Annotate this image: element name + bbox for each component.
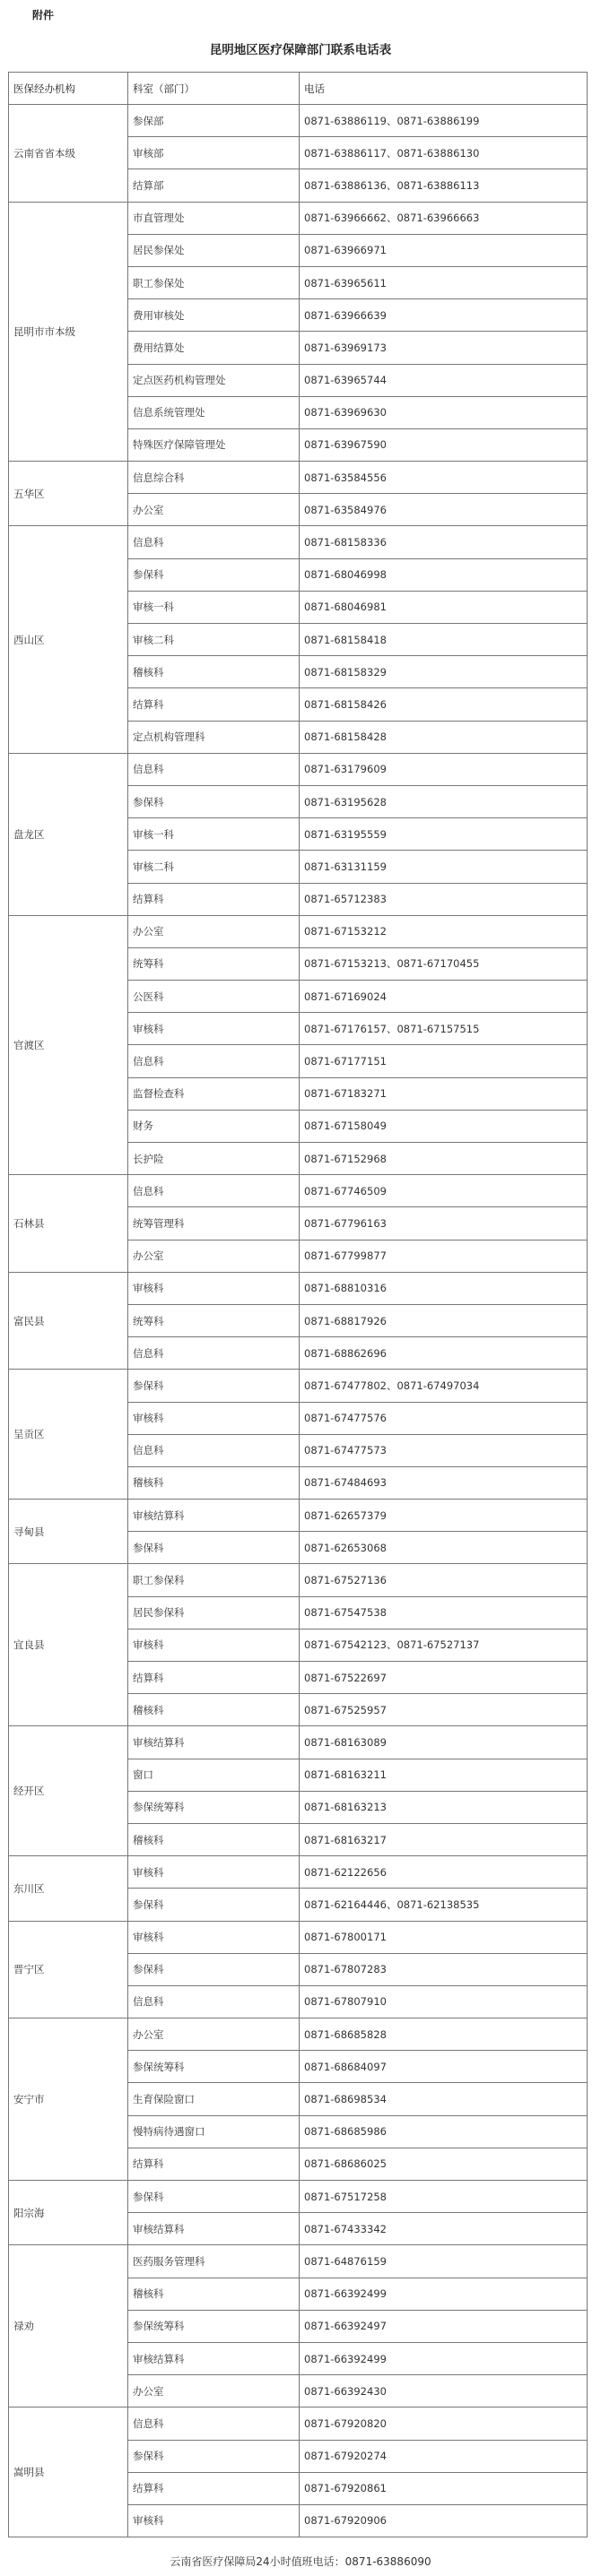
table-row xyxy=(9,105,588,137)
agency-cell: 宜良县 xyxy=(9,1564,128,1726)
phone-cell: 0871-67920861 xyxy=(300,2472,588,2504)
agency-cell: 富民县 xyxy=(9,1272,128,1370)
agency-cell: 嵩明县 xyxy=(9,2407,128,2537)
phone-cell: 0871-68810316 xyxy=(300,1272,588,1304)
phone-cell: 0871-67920820 xyxy=(300,2407,588,2440)
phone-cell: 0871-62653068 xyxy=(300,1532,588,1564)
table-row xyxy=(9,1564,588,1596)
phone-cell: 0871-67920274 xyxy=(300,2440,588,2472)
department-cell: 参保统筹科 xyxy=(128,2051,300,2083)
table-row xyxy=(9,2245,588,2278)
phone-cell: 0871-68698534 xyxy=(300,2083,588,2115)
phone-cell: 0871-63965611 xyxy=(300,266,588,298)
department-cell: 审核科 xyxy=(128,1856,300,1889)
department-cell: 审核科 xyxy=(128,1629,300,1661)
department-cell: 定点机构管理科 xyxy=(128,721,300,753)
department-cell: 统筹管理科 xyxy=(128,1207,300,1240)
department-cell: 结算部 xyxy=(128,169,300,202)
phone-cell: 0871-68158329 xyxy=(300,656,588,688)
header-department: 科室（部门） xyxy=(128,73,300,105)
phone-cell: 0871-67477573 xyxy=(300,1434,588,1466)
department-cell: 费用结算处 xyxy=(128,332,300,364)
phone-cell: 0871-67152968 xyxy=(300,1143,588,1175)
department-cell: 审核二科 xyxy=(128,851,300,883)
phone-cell: 0871-63179609 xyxy=(300,753,588,785)
phone-cell: 0871-66392430 xyxy=(300,2375,588,2407)
department-cell: 参保科 xyxy=(128,785,300,817)
department-cell: 稽核科 xyxy=(128,1466,300,1499)
table-row xyxy=(9,2407,588,2440)
department-cell: 审核结算科 xyxy=(128,2213,300,2245)
phone-cell: 0871-63969173 xyxy=(300,332,588,364)
table-row xyxy=(9,1370,588,1402)
department-cell: 职工参保科 xyxy=(128,1564,300,1596)
phone-cell: 0871-67525957 xyxy=(300,1694,588,1726)
phone-cell: 0871-68163211 xyxy=(300,1759,588,1791)
agency-cell: 经开区 xyxy=(9,1726,128,1856)
department-cell: 参保科 xyxy=(128,2440,300,2472)
phone-cell: 0871-68862696 xyxy=(300,1337,588,1370)
department-cell: 特殊医疗保障管理处 xyxy=(128,428,300,461)
phone-cell: 0871-68163217 xyxy=(300,1823,588,1855)
department-cell: 参保科 xyxy=(128,1532,300,1564)
table-row xyxy=(9,1921,588,1953)
phone-cell: 0871-68685828 xyxy=(300,2018,588,2051)
agency-cell: 安宁市 xyxy=(9,2018,128,2181)
department-cell: 办公室 xyxy=(128,915,300,947)
department-cell: 职工参保处 xyxy=(128,266,300,298)
table-row xyxy=(9,1272,588,1304)
phone-cell: 0871-68686025 xyxy=(300,2148,588,2180)
phone-cell: 0871-67799877 xyxy=(300,1240,588,1272)
department-cell: 统筹科 xyxy=(128,1304,300,1336)
header-agency: 医保经办机构 xyxy=(9,73,128,105)
department-cell: 审核科 xyxy=(128,1272,300,1304)
phone-cell: 0871-63886117、0871-63886130 xyxy=(300,137,588,169)
table-header xyxy=(9,73,588,105)
department-cell: 审核一科 xyxy=(128,818,300,851)
phone-cell: 0871-68158428 xyxy=(300,721,588,753)
phone-cell: 0871-63965744 xyxy=(300,364,588,396)
phone-cell: 0871-68046981 xyxy=(300,591,588,623)
phone-cell: 0871-68158426 xyxy=(300,688,588,721)
table-row xyxy=(9,753,588,785)
duty-hotline-note: 云南省医疗保障局24小时值班电话：0871-63886090 xyxy=(170,2555,431,2568)
phone-cell: 0871-63966639 xyxy=(300,299,588,332)
phone-cell: 0871-67477576 xyxy=(300,1402,588,1434)
department-cell: 审核科 xyxy=(128,1921,300,1953)
phone-cell: 0871-66392497 xyxy=(300,2310,588,2342)
table-row xyxy=(9,1856,588,1889)
phone-cell: 0871-64876159 xyxy=(300,2245,588,2278)
phone-cell: 0871-67807910 xyxy=(300,1985,588,2018)
department-cell: 参保部 xyxy=(128,105,300,137)
phone-cell: 0871-68685986 xyxy=(300,2115,588,2148)
phone-cell: 0871-67796163 xyxy=(300,1207,588,1240)
department-cell: 参保科 xyxy=(128,558,300,591)
department-cell: 信息科 xyxy=(128,1434,300,1466)
phone-cell: 0871-63584556 xyxy=(300,462,588,494)
agency-cell: 盘龙区 xyxy=(9,753,128,915)
phone-cell: 0871-62164446、0871-62138535 xyxy=(300,1889,588,1921)
department-cell: 办公室 xyxy=(128,2018,300,2051)
table-row xyxy=(9,462,588,494)
table-header-row xyxy=(9,73,588,105)
phone-cell: 0871-67153213、0871-67170455 xyxy=(300,947,588,980)
department-cell: 审核一科 xyxy=(128,591,300,623)
phone-cell: 0871-67746509 xyxy=(300,1175,588,1207)
phone-cell: 0871-65712383 xyxy=(300,883,588,915)
phone-cell: 0871-63195628 xyxy=(300,785,588,817)
contact-table xyxy=(8,72,588,2537)
department-cell: 信息综合科 xyxy=(128,462,300,494)
agency-cell: 东川区 xyxy=(9,1856,128,1921)
table-row xyxy=(9,915,588,947)
phone-cell: 0871-63131159 xyxy=(300,851,588,883)
table-row xyxy=(9,1726,588,1759)
department-cell: 审核科 xyxy=(128,2504,300,2537)
phone-cell: 0871-63886119、0871-63886199 xyxy=(300,105,588,137)
agency-cell: 寻甸县 xyxy=(9,1500,128,1564)
header-phone: 电话 xyxy=(300,73,588,105)
department-cell: 参保科 xyxy=(128,1889,300,1921)
department-cell: 审核科 xyxy=(128,1402,300,1434)
agency-cell: 昆明市市本级 xyxy=(9,202,128,462)
phone-cell: 0871-68158418 xyxy=(300,624,588,656)
agency-cell: 五华区 xyxy=(9,462,128,526)
department-cell: 财务 xyxy=(128,1110,300,1142)
agency-cell: 西山区 xyxy=(9,526,128,753)
department-cell: 窗口 xyxy=(128,1759,300,1791)
agency-cell: 阳宗海 xyxy=(9,2181,128,2245)
department-cell: 审核科 xyxy=(128,1013,300,1045)
department-cell: 市直管理处 xyxy=(128,202,300,234)
phone-cell: 0871-63966662、0871-63966663 xyxy=(300,202,588,234)
phone-cell: 0871-68046998 xyxy=(300,558,588,591)
department-cell: 医药服务管理科 xyxy=(128,2245,300,2278)
department-cell: 结算科 xyxy=(128,883,300,915)
phone-cell: 0871-63886136、0871-63886113 xyxy=(300,169,588,202)
department-cell: 稽核科 xyxy=(128,2278,300,2310)
department-cell: 审核结算科 xyxy=(128,1500,300,1532)
department-cell: 稽核科 xyxy=(128,656,300,688)
phone-cell: 0871-63967590 xyxy=(300,428,588,461)
phone-cell: 0871-62657379 xyxy=(300,1500,588,1532)
table-row xyxy=(9,526,588,558)
department-cell: 审核部 xyxy=(128,137,300,169)
phone-cell: 0871-66392499 xyxy=(300,2342,588,2374)
phone-cell: 0871-67169024 xyxy=(300,981,588,1013)
table-row xyxy=(9,1500,588,1532)
phone-cell: 0871-67522697 xyxy=(300,1662,588,1694)
department-cell: 公医科 xyxy=(128,981,300,1013)
phone-cell: 0871-67477802、0871-67497034 xyxy=(300,1370,588,1402)
department-cell: 信息科 xyxy=(128,1175,300,1207)
phone-cell: 0871-63969630 xyxy=(300,396,588,428)
phone-cell: 0871-63966971 xyxy=(300,234,588,266)
table-row xyxy=(9,202,588,234)
attachment-label: 附件 xyxy=(32,9,55,22)
department-cell: 慢特病待遇窗口 xyxy=(128,2115,300,2148)
department-cell: 居民参保科 xyxy=(128,1596,300,1629)
phone-cell: 0871-67177151 xyxy=(300,1045,588,1077)
table-body xyxy=(9,105,588,2537)
department-cell: 参保科 xyxy=(128,1953,300,1985)
table-row xyxy=(9,1175,588,1207)
agency-cell: 官渡区 xyxy=(9,915,128,1175)
phone-cell: 0871-67807283 xyxy=(300,1953,588,1985)
department-cell: 结算科 xyxy=(128,1662,300,1694)
phone-cell: 0871-68817926 xyxy=(300,1304,588,1336)
department-cell: 费用审核处 xyxy=(128,299,300,332)
department-cell: 监督检查科 xyxy=(128,1077,300,1110)
department-cell: 稽核科 xyxy=(128,1694,300,1726)
phone-cell: 0871-67542123、0871-67527137 xyxy=(300,1629,588,1661)
phone-cell: 0871-67517258 xyxy=(300,2181,588,2213)
phone-cell: 0871-67433342 xyxy=(300,2213,588,2245)
phone-cell: 0871-62122656 xyxy=(300,1856,588,1889)
department-cell: 参保统筹科 xyxy=(128,1791,300,1823)
page-title: 昆明地区医疗保障部门联系电话表 xyxy=(209,43,392,57)
department-cell: 信息科 xyxy=(128,753,300,785)
phone-cell: 0871-68158336 xyxy=(300,526,588,558)
department-cell: 生育保险窗口 xyxy=(128,2083,300,2115)
agency-cell: 云南省省本级 xyxy=(9,105,128,203)
department-cell: 长护险 xyxy=(128,1143,300,1175)
department-cell: 办公室 xyxy=(128,2375,300,2407)
department-cell: 办公室 xyxy=(128,1240,300,1272)
department-cell: 信息科 xyxy=(128,1985,300,2018)
phone-cell: 0871-67183271 xyxy=(300,1077,588,1110)
phone-cell: 0871-67153212 xyxy=(300,915,588,947)
phone-cell: 0871-67547538 xyxy=(300,1596,588,1629)
department-cell: 审核结算科 xyxy=(128,1726,300,1759)
phone-cell: 0871-68163213 xyxy=(300,1791,588,1823)
department-cell: 参保科 xyxy=(128,2181,300,2213)
department-cell: 参保科 xyxy=(128,1370,300,1402)
department-cell: 信息科 xyxy=(128,2407,300,2440)
phone-cell: 0871-63584976 xyxy=(300,494,588,526)
phone-cell: 0871-67158049 xyxy=(300,1110,588,1142)
agency-cell: 呈贡区 xyxy=(9,1370,128,1500)
phone-cell: 0871-66392499 xyxy=(300,2278,588,2310)
phone-cell: 0871-67176157、0871-67157515 xyxy=(300,1013,588,1045)
agency-cell: 石林县 xyxy=(9,1175,128,1273)
phone-cell: 0871-67800171 xyxy=(300,1921,588,1953)
agency-cell: 晋宁区 xyxy=(9,1921,128,2018)
table-row xyxy=(9,2181,588,2213)
phone-cell: 0871-68684097 xyxy=(300,2051,588,2083)
department-cell: 统筹科 xyxy=(128,947,300,980)
phone-cell: 0871-68163089 xyxy=(300,1726,588,1759)
department-cell: 结算科 xyxy=(128,2148,300,2180)
phone-cell: 0871-67920906 xyxy=(300,2504,588,2537)
department-cell: 办公室 xyxy=(128,494,300,526)
department-cell: 信息科 xyxy=(128,1045,300,1077)
agency-cell: 禄劝 xyxy=(9,2245,128,2407)
department-cell: 定点医药机构管理处 xyxy=(128,364,300,396)
department-cell: 信息系统管理处 xyxy=(128,396,300,428)
department-cell: 审核二科 xyxy=(128,624,300,656)
department-cell: 参保统筹科 xyxy=(128,2310,300,2342)
department-cell: 信息科 xyxy=(128,1337,300,1370)
phone-cell: 0871-63195559 xyxy=(300,818,588,851)
department-cell: 结算科 xyxy=(128,688,300,721)
department-cell: 审核结算科 xyxy=(128,2342,300,2374)
department-cell: 居民参保处 xyxy=(128,234,300,266)
phone-cell: 0871-67527136 xyxy=(300,1564,588,1596)
department-cell: 稽核科 xyxy=(128,1823,300,1855)
department-cell: 信息科 xyxy=(128,526,300,558)
phone-cell: 0871-67484693 xyxy=(300,1466,588,1499)
table-row xyxy=(9,2018,588,2051)
department-cell: 结算科 xyxy=(128,2472,300,2504)
